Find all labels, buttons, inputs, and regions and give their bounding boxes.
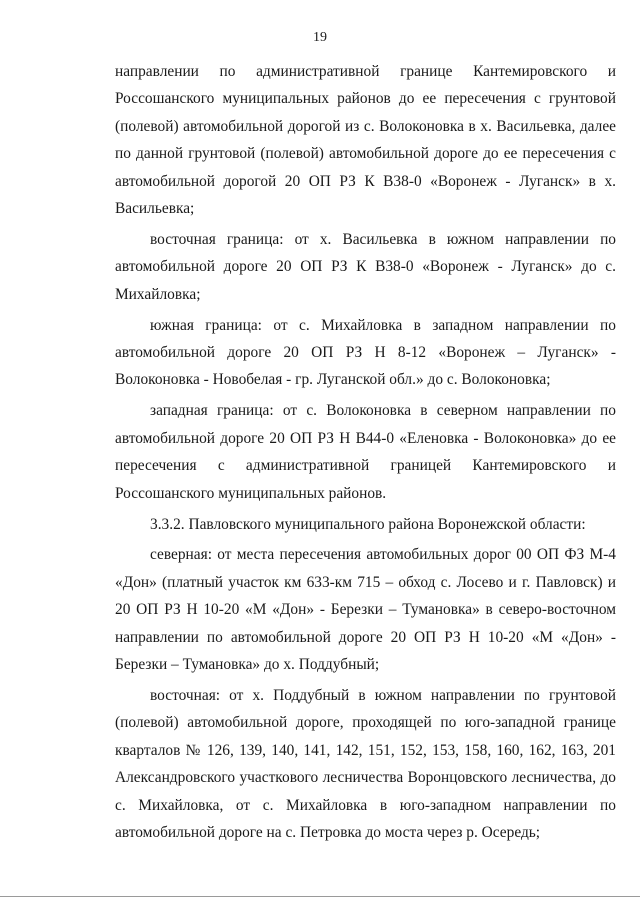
paragraph-east: восточная: от х. Поддубный в южном направлении по грунтовой (полевой) автомобильной дороге, проходящей по юго-западной границе кварталов № 126, 139, 140, 141, 142, 151, 152, 153, 158, 160, 162, 163, 201 Александровского участкового лесничества Воронцовского лесничества, до с. Михайловка, от с. Михайловка в юго-западном направлении по автомобильной дороге на с. Петровка до моста через р. Осередь; bbox=[115, 686, 616, 841]
document-body bbox=[115, 58, 616, 850]
paragraph-east-border: восточная граница: от х. Васильевка в южном направлении по автомобильной дороге 20 ОП РЗ К В38-0 «Воронеж - Луганск» до с. Михайловка; bbox=[115, 230, 616, 303]
paragraph-north: северная: от места пересечения автомобильных дорог 00 ОП ФЗ М-4 «Дон» (платный участок км 633-км 715 – обход с. Лосево и г. Павловск) и 20 ОП РЗ Н 10-20 «М «Дон» - Березки – Тумановка» в северо-восточном направлении по автомобильной дороге 20 ОП РЗ Н 10-20 «М «Дон» - Березки – Тумановка» до х. Поддубный; bbox=[115, 546, 616, 674]
paragraph-south-border: южная граница: от с. Михайловка в западном направлении по автомобильной дороге 20 ОП РЗ Н 8-12 «Воронеж – Луганск» - Волоконовка - Новобелая - гр. Луганской обл.» до с. Волоконовка; bbox=[115, 316, 616, 389]
paragraph-continuation: направлении по административной границе Кантемировского и Россошанского муниципальных районов до ее пересечения с грунтовой (полевой) автомобильной дорогой из с. Волоконовка в х. Васильевка, далее по данной грунтовой (полевой) автомобильной дороге до ее пересечения с автомобильной дорогой 20 ОП РЗ К В38-0 «Воронеж - Луганск» в х. Васильевка; bbox=[115, 63, 616, 218]
page-number: 19 bbox=[313, 30, 327, 45]
section-heading-3-3-2: 3.3.2. Павловского муниципального района Воронежской области: bbox=[150, 515, 586, 533]
bottom-divider bbox=[0, 896, 640, 897]
paragraph-west-border: западная граница: от с. Волоконовка в северном направлении по автомобильной дороге 20 ОП РЗ Н В44-0 «Еленовка - Волоконовка» до ее пересечения с административной границей Кантемировского и Россошанского муниципальных районов. bbox=[115, 402, 616, 502]
